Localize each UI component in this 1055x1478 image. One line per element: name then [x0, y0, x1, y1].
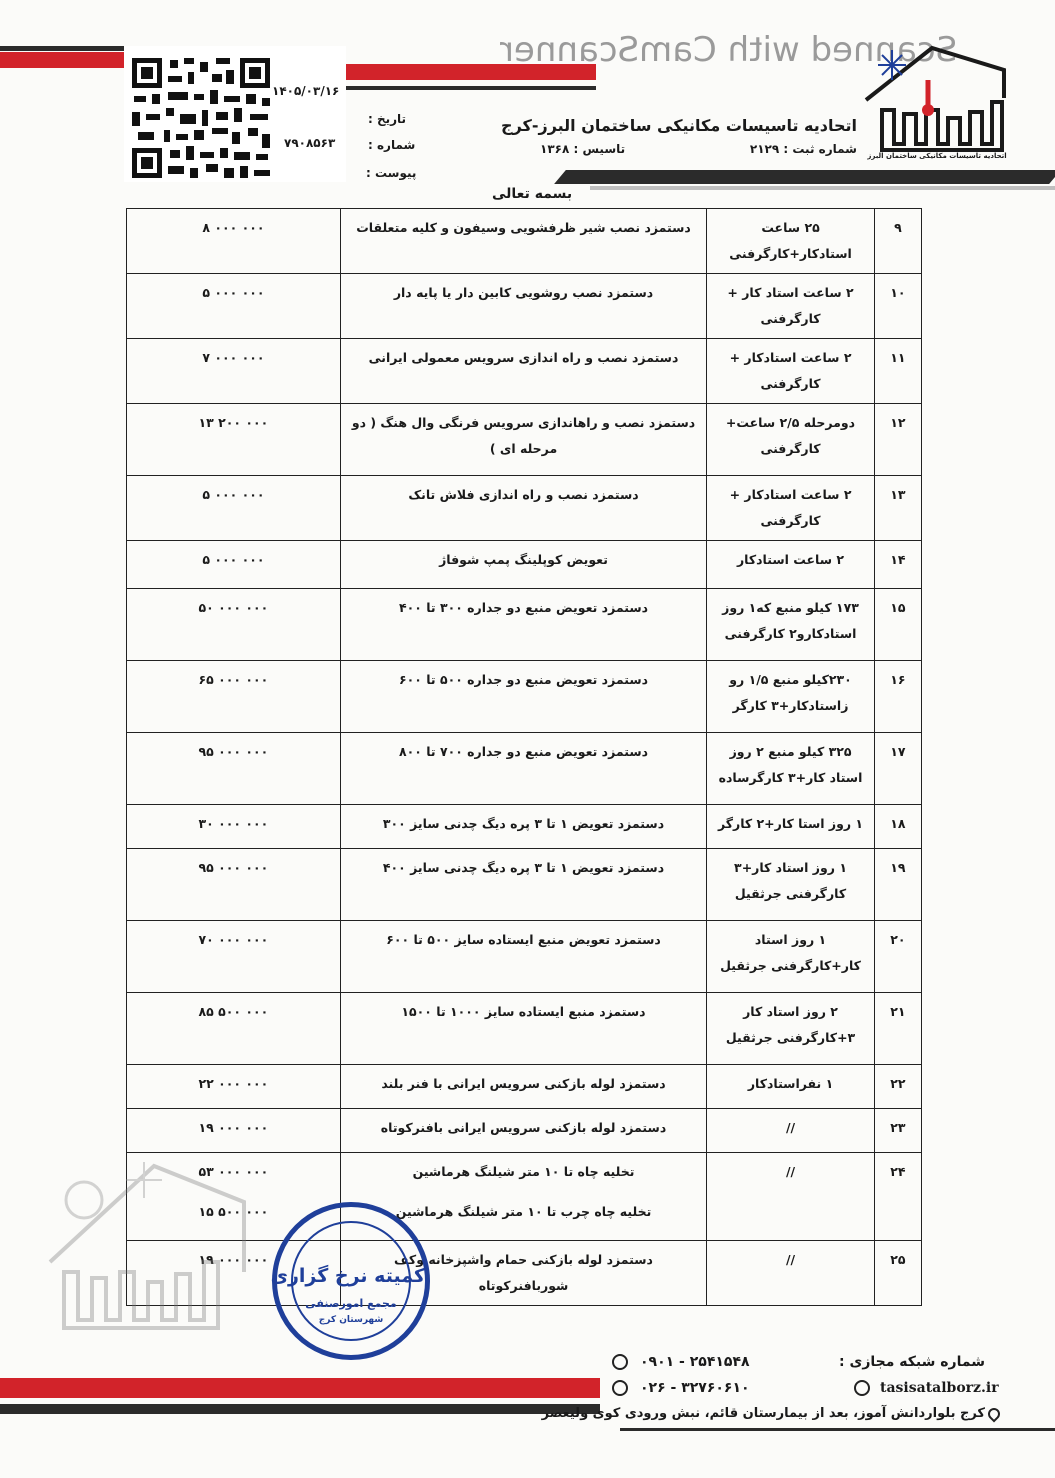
row-number: ۲۵ [874, 1241, 921, 1306]
labor-description: ۲ روز استاد کار ۳+کارگرفنی جرثقیل [707, 993, 875, 1065]
row-number: ۱۴ [874, 541, 921, 589]
row-number: ۱۱ [874, 339, 921, 404]
price-cell [127, 404, 341, 476]
table-row [127, 733, 922, 805]
price-cell [127, 805, 341, 849]
row-number: ۱۸ [874, 805, 921, 849]
number-value: ۷۹۰۸۵۶۳ [284, 136, 336, 150]
price-value: ۱۵ ۵۰۰ ۰۰۰ [198, 1204, 269, 1219]
header-gray-band [590, 186, 1055, 190]
row-number: ۱۹ [874, 849, 921, 921]
table-row [127, 1109, 922, 1153]
tariff-table [126, 208, 922, 1306]
service-description: دستمزد نصب روشویی کابین دار یا پایه دار [393, 285, 654, 300]
row-number: ۲۲ [874, 1065, 921, 1109]
price-cell [127, 476, 341, 541]
service-description: دستمزد تعویض ۱ تا ۳ پره دیگ چدنی سایز ۳۰۰ [382, 816, 665, 831]
price-value: ۵۳ ۰۰۰ ۰۰۰ [198, 1164, 269, 1179]
service-description: دستمزد تعویض منبع دو جداره ۷۰۰ تا ۸۰۰ [398, 744, 649, 759]
service-description: دستمزد منبع ایستاده سایز ۱۰۰۰ تا ۱۵۰۰ [401, 1004, 646, 1019]
row-number: ۱۵ [874, 589, 921, 661]
whatsapp-icon [612, 1380, 628, 1396]
price-cell [127, 921, 341, 993]
table-row [127, 849, 922, 921]
service-description-cell [340, 993, 706, 1065]
stamp-sub-text: مجمع امورصنفی [305, 1297, 397, 1310]
price-value: ۸ ۰۰۰ ۰۰۰ [202, 220, 265, 235]
labor-description: ۱ روز استاد کار+۳ کارگرفنی جرثقیل [707, 849, 875, 921]
price-value: ۵ ۰۰۰ ۰۰۰ [202, 552, 265, 567]
registration-number: شماره ثبت : ۲۱۲۹ [749, 142, 857, 156]
footer-dark-band [0, 1404, 600, 1414]
row-number: ۲۴ [874, 1153, 921, 1241]
service-description: دستمزد نصب و راهاندازی سرویس فرنگی وال هنگ ( دو مرحله ای ) [351, 415, 696, 456]
price-value: ۱۹ ۰۰۰ ۰۰۰ [198, 1120, 269, 1135]
phone-number: ۰۹۰۱ - ۲۵۴۱۵۴۸ [640, 1354, 750, 1370]
table-row [127, 589, 922, 661]
table-row [127, 209, 922, 274]
social-label: شماره شبکه مجازی : [839, 1354, 985, 1370]
website: tasisatalborz.ir [880, 1380, 999, 1396]
service-description-cell [340, 589, 706, 661]
price-value: ۹۵ ۰۰۰ ۰۰۰ [198, 744, 269, 759]
table-row [127, 921, 922, 993]
row-number: ۲۳ [874, 1109, 921, 1153]
bismillah: بسمه تعالی [492, 186, 573, 202]
service-description-cell [340, 1065, 706, 1109]
row-number: ۱۶ [874, 661, 921, 733]
number-label: شماره : [368, 138, 416, 152]
header-red-band-left [0, 52, 124, 68]
price-cell [127, 661, 341, 733]
date-value: ۱۴۰۵/۰۳/۱۶ [272, 84, 340, 98]
price-cell [127, 1109, 341, 1153]
service-description-cell [340, 733, 706, 805]
union-title: اتحادیه تاسیسات مکانیکی ساختمان البرز-کرج [501, 116, 857, 135]
labor-description: ۲ ساعت استادکار + کارگرفنی [707, 339, 875, 404]
price-value: ۵ ۰۰۰ ۰۰۰ [202, 285, 265, 300]
row-number: ۲۰ [874, 921, 921, 993]
price-value: ۲۲ ۰۰۰ ۰۰۰ [198, 1076, 269, 1091]
footer-red-band [0, 1378, 600, 1398]
price-value: ۷۰ ۰۰۰ ۰۰۰ [198, 932, 269, 947]
price-value: ۵ ۰۰۰ ۰۰۰ [202, 487, 265, 502]
service-description-cell [340, 209, 706, 274]
service-description: دستمزد لوله بازکنی سرویس ایرانی با فنر بلند [381, 1076, 666, 1091]
faded-union-logo [44, 1152, 254, 1346]
price-value: ۷ ۰۰۰ ۰۰۰ [202, 350, 265, 365]
header-dark-band-left [0, 46, 124, 51]
row-number: ۱۲ [874, 404, 921, 476]
price-value: ۵۰ ۰۰۰ ۰۰۰ [198, 600, 269, 615]
price-value: ۹۵ ۰۰۰ ۰۰۰ [198, 860, 269, 875]
price-value: ۱۹ ۰۰۰ ۰۰۰ [198, 1252, 269, 1267]
landline-number: ۰۲۶ - ۳۲۷۶۰۶۱۰ [640, 1380, 750, 1396]
stamp-main-text: کمیته نرخ گزاری [270, 1265, 425, 1287]
service-description: دستمزد تعویض منبع ایستاده سایز ۵۰۰ تا ۶۰۰ [386, 932, 661, 947]
labor-description: ۱ روز استاد کار+کارگرفنی جرثقیل [707, 921, 875, 993]
union-logo [862, 40, 1012, 166]
service-description-cell [340, 404, 706, 476]
labor-description: ۲ ساعت استادکار + کارگرفنی [707, 476, 875, 541]
labor-description: ۲ ساعت استادکار [707, 541, 875, 589]
labor-description: ۱ روز استا کار+۲ کارگر [707, 805, 875, 849]
price-value: ۱۳ ۲۰۰ ۰۰۰ [198, 415, 269, 430]
stamp-city-text: شهرستان کرج [318, 1315, 384, 1325]
service-description-cell [340, 805, 706, 849]
price-cell [127, 849, 341, 921]
service-description: دستمزد نصب و راه اندازی فلاش تانک [408, 487, 639, 502]
service-description-cell [340, 541, 706, 589]
table-row [127, 541, 922, 589]
location-pin-icon [986, 1406, 1003, 1423]
watermark-text: Scanned with CamScanner [500, 30, 958, 70]
price-cell [127, 993, 341, 1065]
service-description: تعویض کوپلینگ پمپ شوفاژ [439, 552, 608, 567]
globe-icon [854, 1380, 870, 1396]
price-cell [127, 733, 341, 805]
header-dark-band-right [346, 86, 596, 90]
row-number: ۹ [874, 209, 921, 274]
date-label: تاریخ : [368, 112, 407, 126]
price-value: ۶۵ ۰۰۰ ۰۰۰ [198, 672, 269, 687]
labor-description: ۲۵ ساعت استادکار+کارگرفنی [707, 209, 875, 274]
table-row [127, 661, 922, 733]
footer-dark-line [620, 1428, 1055, 1431]
price-cell [127, 589, 341, 661]
labor-description: // [707, 1109, 875, 1153]
labor-description: ۱۷۳ کیلو منبع که۱ روز استادکارو۲ کارگرفنی [707, 589, 875, 661]
labor-description: ۳۲۵ کیلو منبع ۲ روز استاد کار+۳ کارگرساده [707, 733, 875, 805]
table-row [127, 274, 922, 339]
service-description: دستمزد تعویض منبع دو جداره ۳۰۰ تا ۴۰۰ [398, 600, 649, 615]
attachment-label: پیوست : [366, 166, 417, 180]
row-number: ۱۷ [874, 733, 921, 805]
service-description-cell [340, 274, 706, 339]
service-description: دستمزد تعویض منبع دو جداره ۵۰۰ تا ۶۰۰ [398, 672, 649, 687]
service-description: دستمزد نصب شیر ظرفشویی وسیفون و کلیه متعلقات [356, 220, 691, 235]
labor-description: ۲ ساعت استاد کار + کارگرفنی [707, 274, 875, 339]
service-description: دستمزد نصب و راه اندازی سرویس معمولی ایرانی [368, 350, 679, 365]
row-number: ۱۰ [874, 274, 921, 339]
price-cell [127, 541, 341, 589]
labor-description: // [707, 1241, 875, 1306]
table-row [127, 1065, 922, 1109]
price-cell [127, 339, 341, 404]
labor-description: ۲۳۰کیلو منبع ۱/۵ رو زاستادکار+۳ کارگر [707, 661, 875, 733]
pricing-committee-stamp [272, 1202, 430, 1360]
service-description-cell [340, 476, 706, 541]
labor-description: ۱ نفراستادکار [707, 1065, 875, 1109]
row-number: ۱۳ [874, 476, 921, 541]
service-description: تخلیه چاه چرب تا ۱۰ متر شیلنگ هرماشین [395, 1204, 652, 1219]
service-description: دستمزد لوله بازکنی سرویس ایرانی بافنرکوتاه [380, 1120, 667, 1135]
service-description-cell [340, 661, 706, 733]
labor-description: دومرحله ۲/۵ ساعت+ کارگرفنی [707, 404, 875, 476]
service-description: تخلیه چاه تا ۱۰ متر شیلنگ هرماشین [412, 1164, 635, 1179]
table-row [127, 993, 922, 1065]
price-value: ۸۵ ۵۰۰ ۰۰۰ [198, 1004, 269, 1019]
header-dark-diagonal [554, 170, 1055, 184]
qr-code [124, 46, 346, 182]
service-description: دستمزد لوله بازکنی حمام واشپزخانه وکف شوربافنرکوتاه [394, 1252, 653, 1293]
table-row [127, 404, 922, 476]
service-description-cell [340, 921, 706, 993]
table-row [127, 476, 922, 541]
price-cell [127, 274, 341, 339]
service-description: دستمزد تعویض ۱ تا ۳ پره دیگ چدنی سایز ۴۰۰ [382, 860, 665, 875]
service-description-cell [340, 339, 706, 404]
price-value: ۳۰ ۰۰۰ ۰۰۰ [198, 816, 269, 831]
logo-caption: اتحادیه تاسیسات مکانیکی ساختمان البرز [867, 152, 1007, 160]
service-description-cell [340, 1109, 706, 1153]
service-description-cell [340, 849, 706, 921]
price-cell [127, 209, 341, 274]
table-row [127, 805, 922, 849]
price-cell [127, 1065, 341, 1109]
table-row [127, 339, 922, 404]
address: کرج بلواردانش آموز، بعد از بیمارستان قائم، نبش ورودی کوی ولیعصر [541, 1406, 985, 1421]
founded-year: تاسیس : ۱۳۶۸ [540, 142, 626, 156]
phone-icon [612, 1354, 628, 1370]
labor-description: // [707, 1153, 875, 1241]
row-number: ۲۱ [874, 993, 921, 1065]
